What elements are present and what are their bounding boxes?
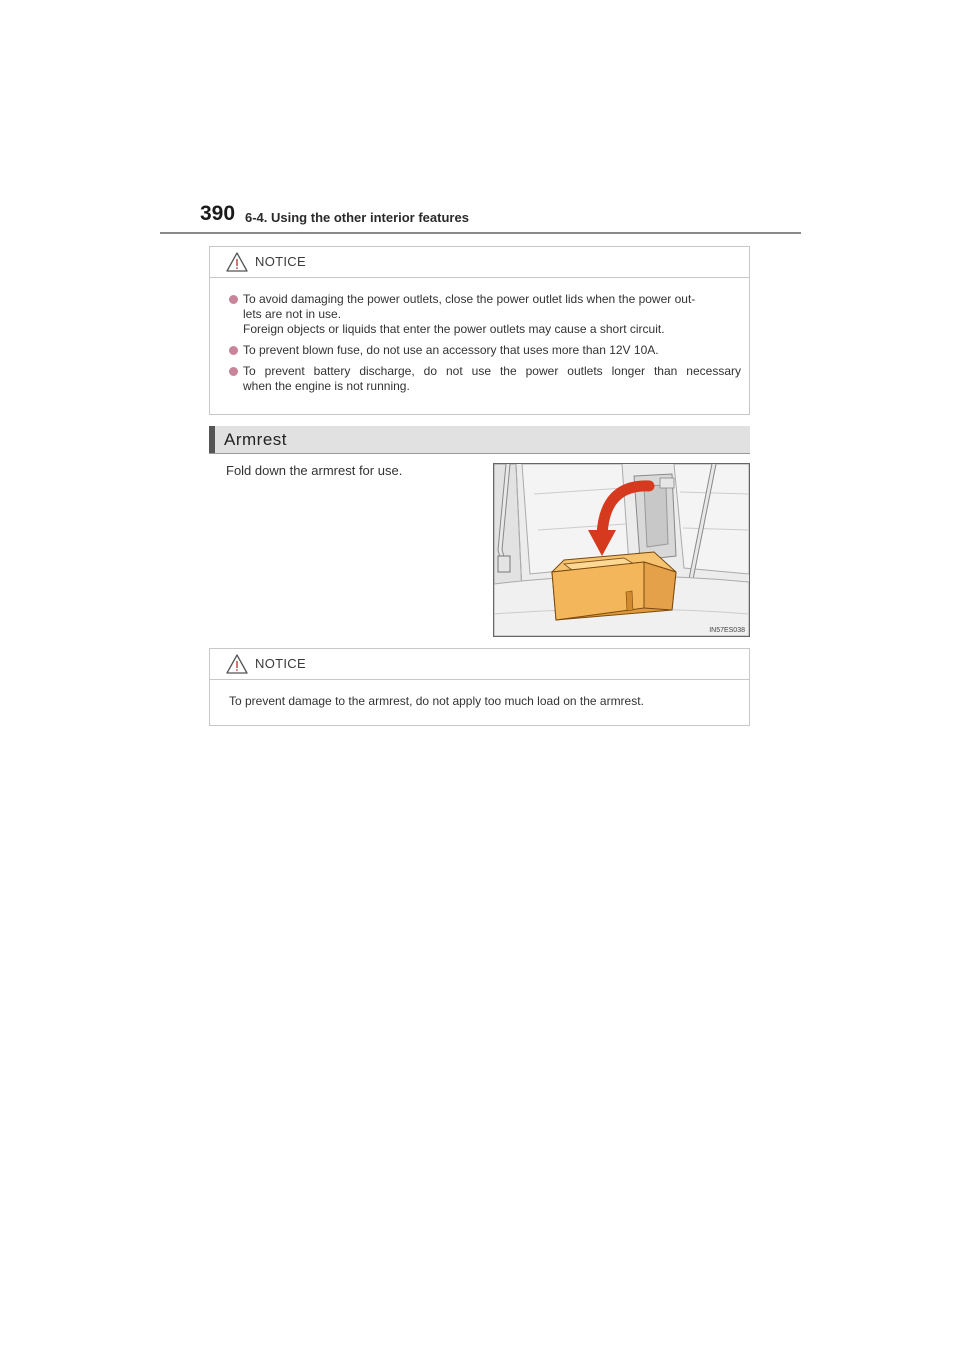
- bullet-line: when the engine is not running.: [243, 379, 410, 393]
- notice-box-power-outlets: [209, 246, 750, 415]
- bullet-line: lets are not in use.: [243, 307, 342, 321]
- heading-accent-bar: [209, 426, 215, 453]
- header-divider: [160, 232, 801, 234]
- notice-bullet: [227, 364, 741, 394]
- page-number: 390: [200, 202, 236, 225]
- armrest-title: Armrest: [224, 430, 287, 449]
- notice-box-armrest: [209, 648, 750, 726]
- bullet-line: To prevent blown fuse, do not use an accessory that uses more than 12V 10A.: [243, 343, 659, 357]
- bullet-line: To avoid damaging the power outlets, close the power outlet lids when the power out-: [243, 292, 696, 306]
- bullet-line: To prevent battery discharge, do not use the power outlets longer than necessary: [243, 364, 741, 378]
- section-title: 6-4. Using the other interior features: [245, 210, 469, 225]
- rear-seat-armrest-drawing: [494, 464, 749, 636]
- notice-bullet: [227, 292, 741, 337]
- notice-text: To prevent damage to the armrest, do not apply too much load on the armrest.: [229, 694, 644, 708]
- notice-body: [210, 278, 749, 408]
- warning-triangle-icon: [226, 252, 248, 272]
- bullet-dot-icon: [229, 346, 238, 355]
- armrest-illustration: [493, 463, 750, 637]
- warning-triangle-icon: [226, 654, 248, 674]
- bullet-line: Foreign objects or liquids that enter the power outlets may cause a short circuit.: [243, 322, 665, 336]
- notice-header: [210, 649, 749, 680]
- notice-header: [210, 247, 749, 278]
- bullet-dot-icon: [229, 367, 238, 376]
- notice-title: NOTICE: [255, 254, 306, 269]
- notice-title: NOTICE: [255, 656, 306, 671]
- armrest-heading: [209, 426, 750, 454]
- figure-code: IN57ES038: [709, 627, 745, 634]
- armrest-instruction: Fold down the armrest for use.: [226, 463, 403, 478]
- bullet-dot-icon: [229, 295, 238, 304]
- notice-bullet: [227, 343, 741, 358]
